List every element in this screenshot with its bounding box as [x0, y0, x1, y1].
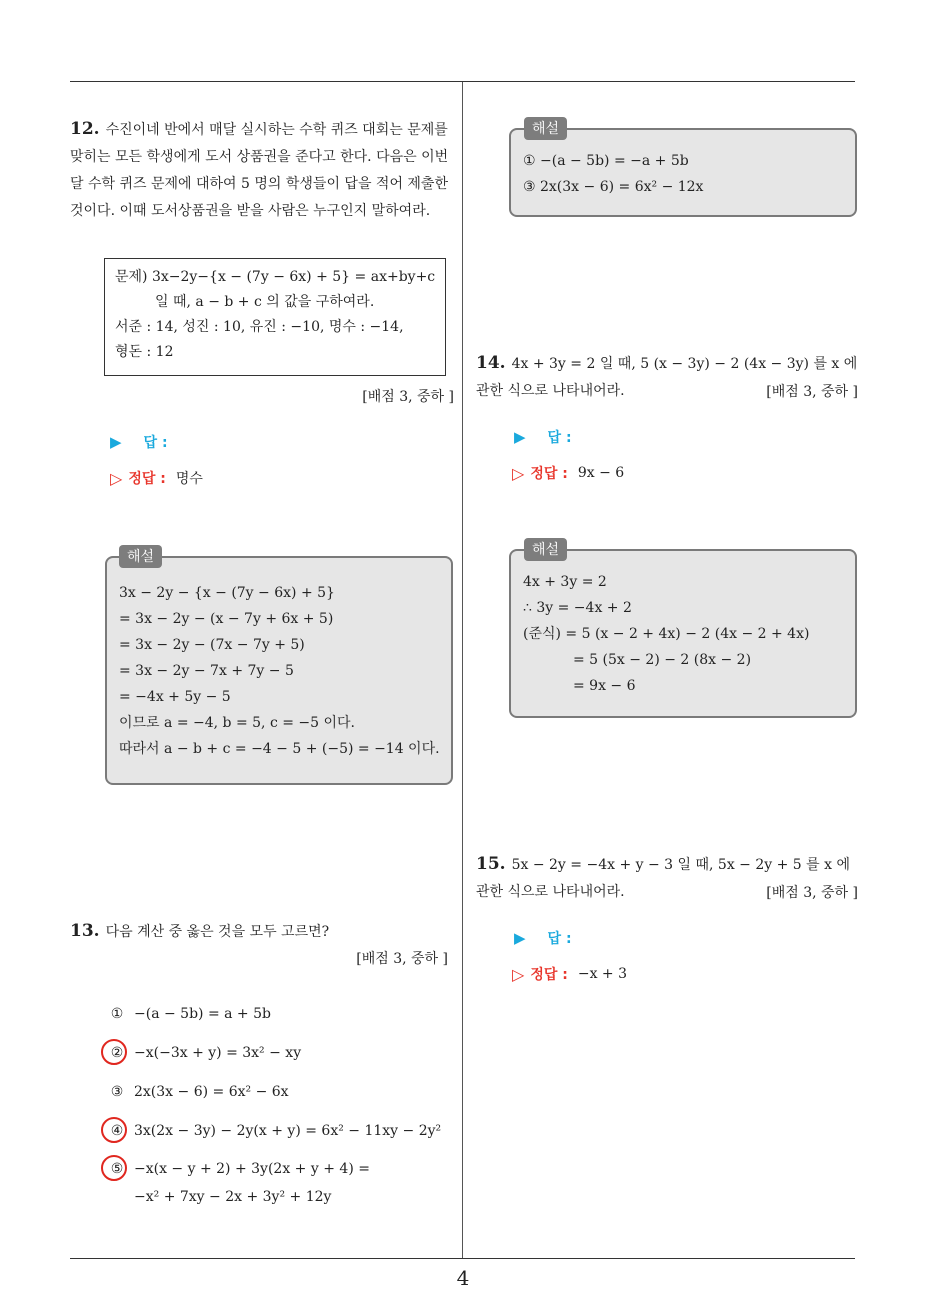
solution-line: ① −(a − 5b) = −a + 5b	[523, 153, 689, 169]
solution-line: ③ 2x(3x − 6) = 6x² − 12x	[523, 179, 704, 195]
red-circle-mark	[101, 1155, 127, 1181]
outline-triangle-icon: ▷	[512, 463, 525, 483]
solution-line: (준식) = 5 (x − 2 + 4x) − 2 (4x − 2 + 4x)	[523, 626, 810, 642]
solution-line: 이므로 a = −4, b = 5, c = −5 이다.	[119, 715, 355, 731]
problem-line-3: 서준 : 14, 성진 : 10, 유진 : −10, 명수 : −14,	[115, 319, 404, 335]
option-text: 3x(2x − 3y) − 2y(x + y) = 6x² − 11xy − 2y²	[134, 1123, 442, 1139]
red-circle-mark	[101, 1117, 127, 1143]
answer-label: 답 :	[143, 435, 168, 451]
solution-tab: 해설	[524, 117, 567, 140]
option-mark: ⑤	[110, 1161, 124, 1177]
outline-triangle-icon: ▷	[512, 964, 525, 984]
problem-box	[104, 258, 446, 376]
correct-answer-line	[512, 964, 627, 984]
bottom-rule	[70, 1258, 855, 1259]
correct-label: 정답 :	[530, 967, 568, 983]
solution-tab: 해설	[119, 545, 162, 568]
correct-label: 정답 :	[530, 466, 568, 482]
points-label: [배점 3, 중하 ]	[766, 384, 858, 400]
page-number: 4	[456, 1266, 470, 1290]
option-5	[108, 1161, 370, 1177]
option-3	[108, 1084, 289, 1100]
solution-line: = 9x − 6	[573, 678, 636, 694]
question-text: 수진이네 반에서 매달 실시하는 수학 퀴즈 대회는 문제를 맞히는 모든 학생에게 도서 상품권을 준다고 한다. 다음은 이번 달 수학 퀴즈 문제에 대하여 5 명의 학생들이 답을 적어 제출한 것이다. 이때 도서상품권을 받을 사람은 누구인지 말하여라.	[70, 122, 449, 219]
option-mark: ②	[110, 1045, 124, 1061]
red-circle-mark	[101, 1039, 127, 1065]
solution-line: = 3x − 2y − (7x − 7y + 5)	[119, 637, 305, 653]
option-mark: ③	[110, 1084, 124, 1100]
solution-line: 따라서 a − b + c = −4 − 5 + (−5) = −14 이다.	[119, 741, 440, 757]
solution-line: = −4x + 5y − 5	[119, 689, 231, 705]
question-13	[70, 918, 454, 946]
question-number: 12.	[70, 119, 100, 139]
problem-line-2: 일 때, a − b + c 의 값을 구하여라.	[155, 294, 375, 310]
correct-value: −x + 3	[577, 966, 628, 982]
option-text: −x(−3x + y) = 3x² − xy	[134, 1045, 302, 1061]
option-1	[108, 1006, 271, 1022]
solution-line: 3x − 2y − {x − (7y − 6x) + 5}	[119, 585, 335, 601]
option-mark-circled	[108, 1123, 126, 1139]
answer-label: 답 :	[547, 931, 572, 947]
option-text: −(a − 5b) = a + 5b	[134, 1006, 271, 1022]
question-number: 13.	[70, 921, 100, 941]
filled-triangle-icon: ▶	[514, 929, 526, 947]
option-text: 2x(3x − 6) = 6x² − 6x	[134, 1084, 289, 1100]
option-mark: ①	[110, 1006, 124, 1022]
question-text: 다음 계산 중 옳은 것을 모두 고르면?	[105, 924, 330, 940]
question-12	[70, 116, 454, 225]
solution-box-14	[509, 549, 857, 718]
question-number: 15.	[476, 854, 506, 874]
points-label: [배점 3, 중하 ]	[766, 885, 858, 901]
option-5-continuation: −x² + 7xy − 2x + 3y² + 12y	[134, 1189, 332, 1205]
solution-line: ∴ 3y = −4x + 2	[523, 600, 632, 616]
column-divider	[462, 82, 463, 1258]
outline-triangle-icon: ▷	[110, 468, 123, 488]
points-label: [배점 3, 중하 ]	[356, 951, 448, 967]
question-text: 4x + 3y = 2 일 때, 5 (x − 3y) − 2 (4x − 3y) 를 x 에 관한 식으로 나타내어라.	[476, 356, 858, 399]
option-mark-circled	[108, 1161, 126, 1177]
option-mark: ④	[110, 1123, 124, 1139]
solution-box-12	[105, 556, 453, 785]
correct-value: 명수	[175, 471, 203, 487]
answer-label: 답 :	[547, 430, 572, 446]
filled-triangle-icon: ▶	[514, 428, 526, 446]
solution-line: = 3x − 2y − (x − 7y + 6x + 5)	[119, 611, 334, 627]
points-label: [배점 3, 중하 ]	[362, 389, 454, 405]
correct-value: 9x − 6	[577, 465, 625, 481]
option-4	[108, 1123, 441, 1139]
correct-label: 정답 :	[128, 471, 166, 487]
filled-triangle-icon: ▶	[110, 433, 122, 451]
problem-line-4: 형돈 : 12	[115, 344, 174, 360]
solution-line: 4x + 3y = 2	[523, 574, 607, 590]
answer-line	[514, 427, 572, 447]
option-mark-circled	[108, 1045, 126, 1061]
option-2	[108, 1045, 301, 1061]
solution-box-13	[509, 128, 857, 217]
question-text: 5x − 2y = −4x + y − 3 일 때, 5x − 2y + 5 를 x 에 관한 식으로 나타내어라.	[476, 857, 851, 900]
solution-tab: 해설	[524, 538, 567, 561]
solution-line: = 5 (5x − 2) − 2 (8x − 2)	[573, 652, 752, 668]
problem-line-1: 문제) 3x−2y−{x − (7y − 6x) + 5} = ax+by+c	[115, 269, 436, 285]
correct-answer-line	[512, 463, 624, 483]
question-number: 14.	[476, 353, 506, 373]
solution-line: = 3x − 2y − 7x + 7y − 5	[119, 663, 294, 679]
answer-line	[514, 928, 572, 948]
correct-answer-line	[110, 468, 203, 488]
answer-line	[110, 432, 168, 452]
option-text: −x(x − y + 2) + 3y(2x + y + 4) =	[134, 1161, 370, 1177]
